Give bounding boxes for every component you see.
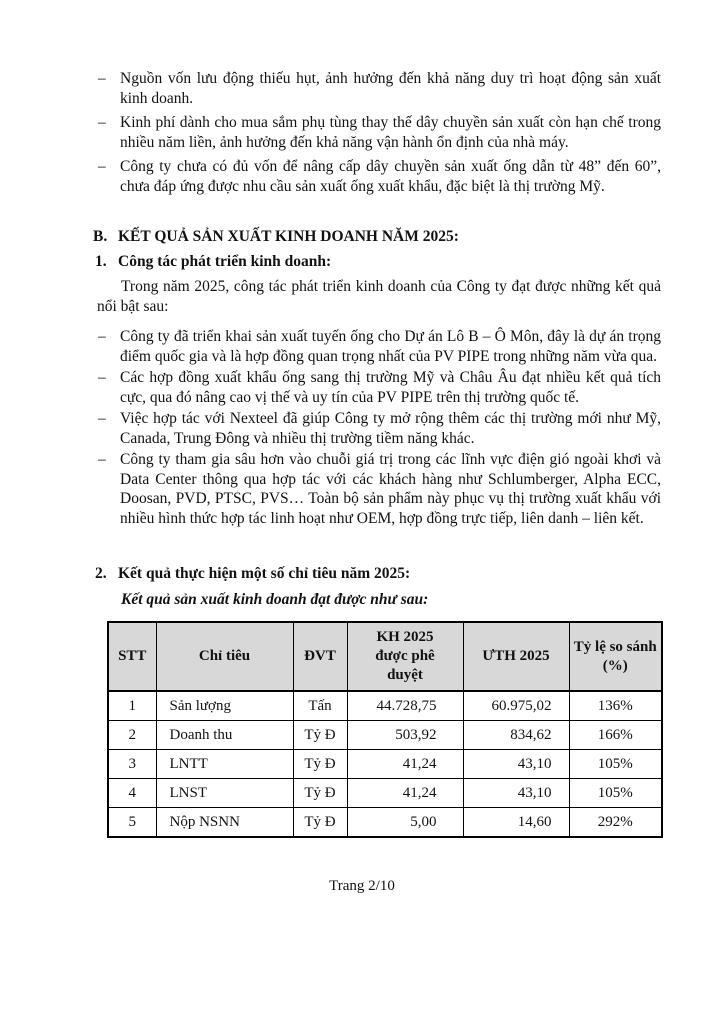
table-cell: 2 (108, 721, 156, 750)
bullet-text: Công ty đã triển khai sản xuất tuyến ống cho Dự án Lô B – Ô Môn, đây là dự án trọng điểm quốc gia và là hợp đồng quan trọng nhất của PV PIPE trong những năm vừa qua. (120, 328, 661, 365)
section-2-title: Kết quả thực hiện một số chỉ tiêu năm 2025: (118, 565, 411, 582)
section-2-heading (95, 563, 661, 585)
list-item (97, 327, 661, 366)
list-item (97, 368, 661, 407)
intro-bullet-list (97, 69, 661, 196)
table-caption: Kết quả sản xuất kinh doanh đạt được như sau: (121, 591, 429, 608)
section-b-heading (93, 226, 661, 248)
table-cell: 166% (569, 721, 662, 750)
table-cell: Doanh thu (156, 721, 293, 750)
table-header-kh-2025: KH 2025 được phê duyệt (347, 622, 463, 691)
section-b-number: B. (93, 228, 108, 245)
table-cell: Nộp NSNN (156, 808, 293, 838)
bullet-text: Các hợp đồng xuất khẩu ống sang thị trường Mỹ và Châu Âu đạt nhiều kết quả tích cực, qua đó nâng cao vị thế và uy tín của PV PIPE trên thị trường quốc tế. (120, 369, 661, 406)
section-1-number: 1. (95, 253, 107, 270)
section-1-heading (95, 251, 661, 273)
table-cell: Tấn (293, 691, 347, 721)
section-1-bullet-list (97, 327, 661, 528)
list-item (97, 157, 661, 196)
bullet-text: Việc hợp tác với Nexteel đã giúp Công ty mở rộng thêm các thị trường mới như Mỹ, Canada, Trung Đông và nhiều thị trường tiềm năng khác. (120, 410, 661, 447)
bullet-dash: – (98, 369, 106, 386)
table-cell: 503,92 (347, 721, 463, 750)
page-number: Trang 2/10 (329, 878, 395, 894)
table-cell: 834,62 (463, 721, 569, 750)
table-cell: 292% (569, 808, 662, 838)
table-cell: LNST (156, 779, 293, 808)
section-1-intro-paragraph: Trong năm 2025, công tác phát triển kinh doanh của Công ty đạt được những kết quả nổi bật sau: (97, 278, 661, 315)
table-cell: 5 (108, 808, 156, 838)
table-cell: Tỷ Đ (293, 808, 347, 838)
table-cell: 60.975,02 (463, 691, 569, 721)
bullet-text: Công ty chưa có đủ vốn để nâng cấp dây chuyền sản xuất ống dẫn từ 48” đến 60”, chưa đáp ứng được nhu cầu sản xuất ống xuất khẩu, đặc biệt là thị trường Mỹ. (120, 158, 661, 195)
bullet-dash: – (98, 114, 106, 131)
table-cell: 136% (569, 691, 662, 721)
table-cell: 43,10 (463, 779, 569, 808)
table-cell: 4 (108, 779, 156, 808)
table-row (108, 691, 662, 721)
bullet-dash: – (98, 328, 106, 345)
document-content (93, 69, 661, 838)
bullet-dash: – (98, 451, 106, 468)
bullet-dash: – (98, 158, 106, 175)
section-b-title: KẾT QUẢ SẢN XUẤT KINH DOANH NĂM 2025: (118, 228, 459, 245)
table-header-dvt: ĐVT (293, 622, 347, 691)
table-cell: Tỷ Đ (293, 721, 347, 750)
kpi-table (107, 621, 663, 838)
section-1-title: Công tác phát triển kinh doanh: (118, 253, 332, 270)
table-cell: LNTT (156, 750, 293, 779)
list-item (97, 113, 661, 152)
table-cell: Sản lượng (156, 691, 293, 721)
table-cell: 14,60 (463, 808, 569, 838)
table-row (108, 779, 662, 808)
table-cell: Tỷ Đ (293, 779, 347, 808)
bullet-text: Kinh phí dành cho mua sắm phụ tùng thay thế dây chuyền sản xuất còn hạn chế trong nhiều năm liền, ảnh hưởng đến khả năng vận hành ổn định của nhà máy. (120, 114, 661, 151)
list-item (97, 69, 661, 108)
table-cell: 105% (569, 750, 662, 779)
table-cell: 3 (108, 750, 156, 779)
table-header-uth-2025: ƯTH 2025 (463, 622, 569, 691)
bullet-text: Công ty tham gia sâu hơn vào chuỗi giá trị trong các lĩnh vực điện gió ngoài khơi và Data Center thông qua hợp tác với các khách hàng như Schlumberger, Alpha ECC, Doosan, PVD, PTSC, PVS… Toàn bộ sản phẩm này phục vụ thị trường xuất khẩu với nhiều hình thức hợp tác linh hoạt như OEM, hợp đồng trực tiếp, liên danh – liên kết. (120, 451, 661, 527)
list-item (97, 409, 661, 448)
table-cell: 1 (108, 691, 156, 721)
table-row (108, 721, 662, 750)
table-cell: Tỷ Đ (293, 750, 347, 779)
bullet-text: Nguồn vốn lưu động thiếu hụt, ảnh hưởng đến khả năng duy trì hoạt động sản xuất kinh doanh. (120, 70, 661, 107)
table-row (108, 808, 662, 838)
table-header-chi-tieu: Chỉ tiêu (156, 622, 293, 691)
table-cell: 41,24 (347, 750, 463, 779)
table-header-row (108, 622, 662, 691)
table-row (108, 750, 662, 779)
list-item (97, 450, 661, 528)
table-header-ty-le: Tỷ lệ so sánh (%) (569, 622, 662, 691)
section-2-number: 2. (95, 565, 107, 582)
table-cell: 105% (569, 779, 662, 808)
table-cell: 5,00 (347, 808, 463, 838)
table-header-stt: STT (108, 622, 156, 691)
bullet-dash: – (98, 410, 106, 427)
bullet-dash: – (98, 70, 106, 87)
table-cell: 44.728,75 (347, 691, 463, 721)
table-cell: 41,24 (347, 779, 463, 808)
table-cell: 43,10 (463, 750, 569, 779)
